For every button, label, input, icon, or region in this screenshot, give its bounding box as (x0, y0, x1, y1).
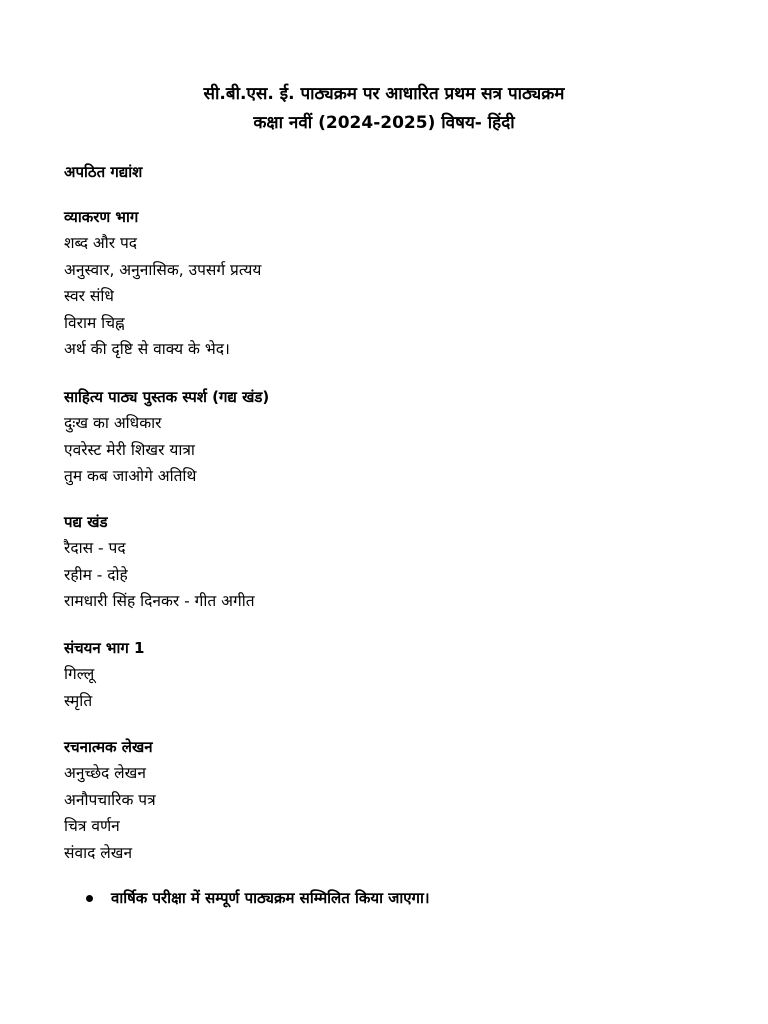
list-item: एवरेस्ट मेरी शिखर यात्रा (64, 440, 195, 459)
exam-note (86, 885, 430, 911)
list-item: शब्द और पद (64, 234, 138, 252)
bullet-icon (86, 895, 93, 902)
list-item: गिल्लू (64, 665, 95, 683)
section-creative-writing (64, 734, 724, 866)
list-item: विराम चिह्न (64, 313, 125, 332)
list-item: तुम कब जाओगे अतिथि (64, 467, 197, 485)
section-heading: साहित्य पाठ्य पुस्तक स्पर्श (गद्य खंड) (64, 388, 270, 406)
list-item: संवाद लेखन (64, 843, 133, 862)
list-item: स्मृति (64, 691, 93, 710)
section-sanchayan (64, 635, 724, 714)
exam-note-text: वार्षिक परीक्षा में सम्पूर्ण पाठ्यक्रम सम्मिलित किया जाएगा। (111, 889, 430, 907)
section-heading: रचनात्मक लेखन (64, 738, 153, 756)
list-item: अनुस्वार, अनुनासिक, उपसर्ग प्रत्यय (64, 260, 262, 279)
list-item: अर्थ की दृष्टि से वाक्य के भेद। (64, 340, 230, 358)
document-title-line-1: सी.बी.एस. ई. पाठ्यक्रम पर आधारित प्रथम सत्र पाठ्यक्रम (203, 84, 565, 104)
list-item: रामधारी सिंह दिनकर - गीत अगीत (64, 592, 255, 610)
section-literature-prose (64, 384, 724, 490)
section-unseen-passage (64, 159, 724, 185)
section-grammar (64, 204, 724, 363)
section-heading: अपठित गद्यांश (64, 163, 143, 181)
list-item: चित्र वर्णन (64, 817, 120, 835)
list-item: दुःख का अधिकार (64, 414, 162, 432)
list-item: स्वर संधि (64, 287, 114, 305)
section-poetry (64, 509, 724, 615)
section-heading: पद्य खंड (64, 513, 108, 531)
list-item: अनौपचारिक पत्र (64, 790, 156, 809)
section-heading: संचयन भाग 1 (64, 639, 145, 657)
document-title-line-2: कक्षा नवीं (2024-2025) विषय- हिंदी (253, 113, 515, 133)
section-heading: व्याकरण भाग (64, 208, 139, 226)
list-item: अनुच्छेद लेखन (64, 764, 146, 782)
list-item: रैदास - पद (64, 539, 126, 557)
list-item: रहीम - दोहे (64, 565, 128, 584)
